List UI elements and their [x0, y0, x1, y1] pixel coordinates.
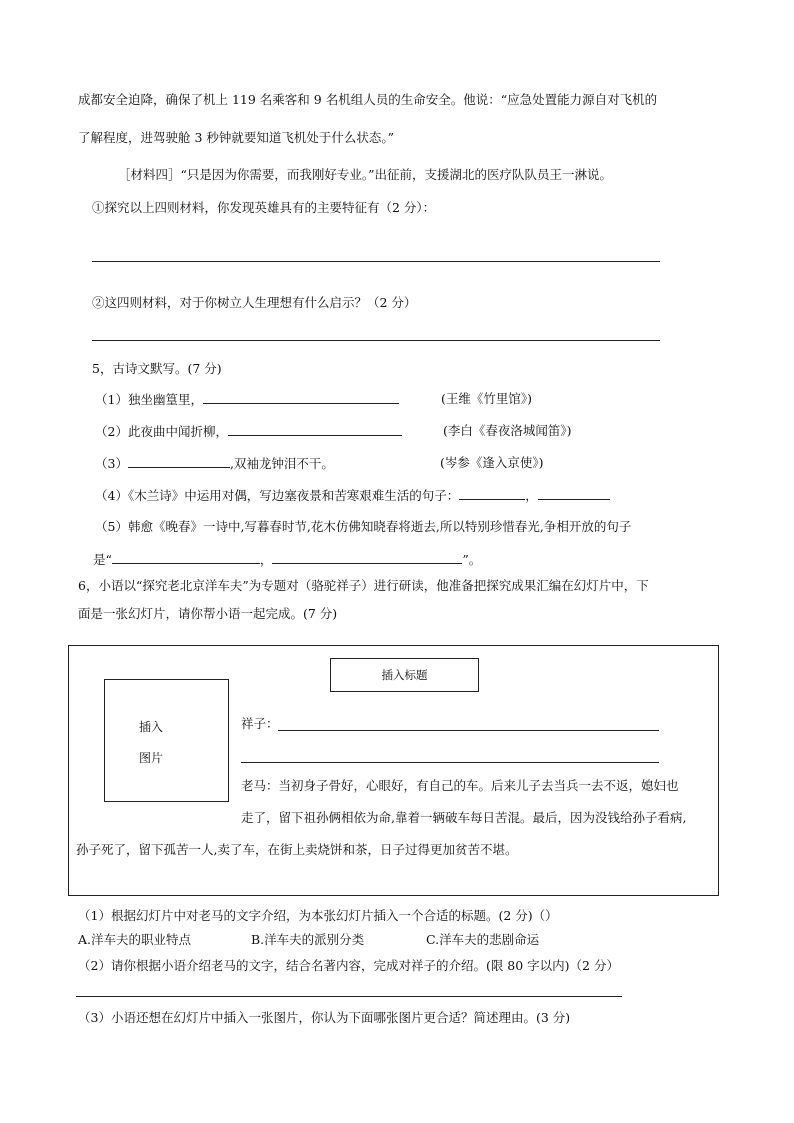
- q5-item5-prefix: 是“: [93, 552, 112, 567]
- slide-laoma-line3: 孙子死了，留下孤苦一人,卖了车，在街上卖烧饼和茶，日子过得更加贫苦不堪。: [76, 842, 518, 857]
- q5-item1-text: （1）独坐幽篁里，: [95, 392, 203, 407]
- q6-option-b[interactable]: B.洋车夫的派别分类: [251, 932, 365, 947]
- q4-sub1-answer-line[interactable]: [92, 261, 660, 262]
- q4-sub1: ①探究以上四则材料，你发现英雄具有的主要特征有（2 分）：: [92, 200, 436, 215]
- q6-sub2-answer-line[interactable]: [76, 996, 622, 997]
- q5-item1-source: (王维《竹里馆》): [441, 391, 533, 406]
- slide-title-placeholder[interactable]: [330, 658, 479, 692]
- q5-item2-blank[interactable]: [228, 423, 402, 436]
- q6-intro-line2: 面是一张幻灯片，请你帮小语一起完成。(7 分): [78, 606, 338, 621]
- q5-item1: [95, 391, 399, 408]
- slide-xiangzi-line2[interactable]: [241, 762, 659, 763]
- slide-laoma-line1: 老马：当初身子骨好，心眼好，有自己的车。后来儿子去当兵一去不返，媳妇也: [241, 778, 679, 793]
- q5-item3-blank[interactable]: [128, 455, 230, 468]
- q5-item2: [95, 423, 402, 440]
- q5-item2-source: (李白《春夜洛城闻笛》): [443, 423, 572, 438]
- q6-option-c[interactable]: C.洋车夫的悲剧命运: [426, 932, 540, 947]
- q5-item5-blank1[interactable]: [112, 551, 260, 564]
- q5-item3: [95, 455, 334, 472]
- slide-xiangzi-line1[interactable]: [278, 730, 659, 731]
- material3-line2: 了解程度，进驾驶舱 3 秒钟就要知道飞机处于什么状态。”: [78, 130, 395, 145]
- q5-item2-text: （2）此夜曲中闻折柳，: [95, 424, 228, 439]
- q4-sub2-answer-line[interactable]: [92, 340, 660, 341]
- q6-intro-line1: 6，小语以“探究老北京洋车夫”为专题对（骆驼祥子）进行研读，他准备把探究成果汇编在幻灯片中，下: [78, 578, 649, 593]
- slide-xiangzi-label: 祥子：: [241, 716, 279, 731]
- material4-text: ［材料四］“只是因为你需要，而我刚好专业。”出征前，支援湖北的医疗队队员王一淋说。: [118, 167, 613, 182]
- q5-item3-text: ,双袖龙钟泪不干。: [229, 456, 334, 471]
- q5-item1-blank[interactable]: [203, 391, 399, 404]
- q5-item4-blank2[interactable]: [538, 487, 610, 500]
- q5-title: 5，古诗文默写。(7 分): [92, 361, 222, 376]
- q5-item5-line1: （5）韩愈《晚春》一诗中,写暮春时节,花木仿佛知晓春将逝去,所以特别珍惜春光,争相开放的句子: [95, 519, 632, 534]
- q5-item5-sep: ，: [259, 552, 273, 567]
- q5-item4-text: （4）《木兰诗》中运用对偶，写边塞夜景和苦寒艰难生活的句子：: [95, 488, 460, 503]
- q6-sub2: （2）请你根据小语介绍老马的文字，结合名著内容，完成对祥子的介绍。(限 80 字以内)（2 分）: [78, 958, 619, 973]
- q6-sub1: （1）根据幻灯片中对老马的文字介绍，为本张幻灯片插入一个合适的标题。(2 分)（）: [78, 908, 558, 923]
- q5-item4-sep: ，: [525, 488, 538, 503]
- q5-item4-blank1[interactable]: [459, 487, 525, 500]
- q5-item5-suffix: ”。: [462, 552, 482, 567]
- q5-item3-source: (岑参《逢入京使》): [440, 455, 544, 470]
- q6-sub3: （3）小语还想在幻灯片中插入一张图片，你认为下面哪张图片更合适？简述理由。(3 分): [78, 1010, 571, 1025]
- q4-sub2: ②这四则材料，对于你树立人生理想有什么启示？（2 分）: [92, 295, 417, 310]
- q6-option-a[interactable]: A.洋车夫的职业特点: [78, 932, 192, 947]
- q5-item5-blank2[interactable]: [272, 551, 462, 564]
- q5-item5-line2: [93, 551, 481, 568]
- material3-line1: 成都安全迫降，确保了机上 119 名乘客和 9 名机组人员的生命安全。他说：“应急处置能力源自对飞机的: [78, 92, 658, 107]
- slide-image-placeholder-text2: 图片: [139, 751, 164, 765]
- q5-item4: [95, 487, 610, 504]
- slide-laoma-line2: 走了，留下祖孙俩相依为命,靠着一辆破车每日苦混。最后，因为没钱给孙子看病,: [241, 810, 687, 825]
- q5-item3-prefix: （3）: [95, 456, 128, 471]
- slide-title-placeholder-text: 插入标题: [381, 668, 428, 682]
- slide-image-placeholder[interactable]: [104, 679, 229, 802]
- slide-image-placeholder-text1: 插入: [139, 720, 164, 734]
